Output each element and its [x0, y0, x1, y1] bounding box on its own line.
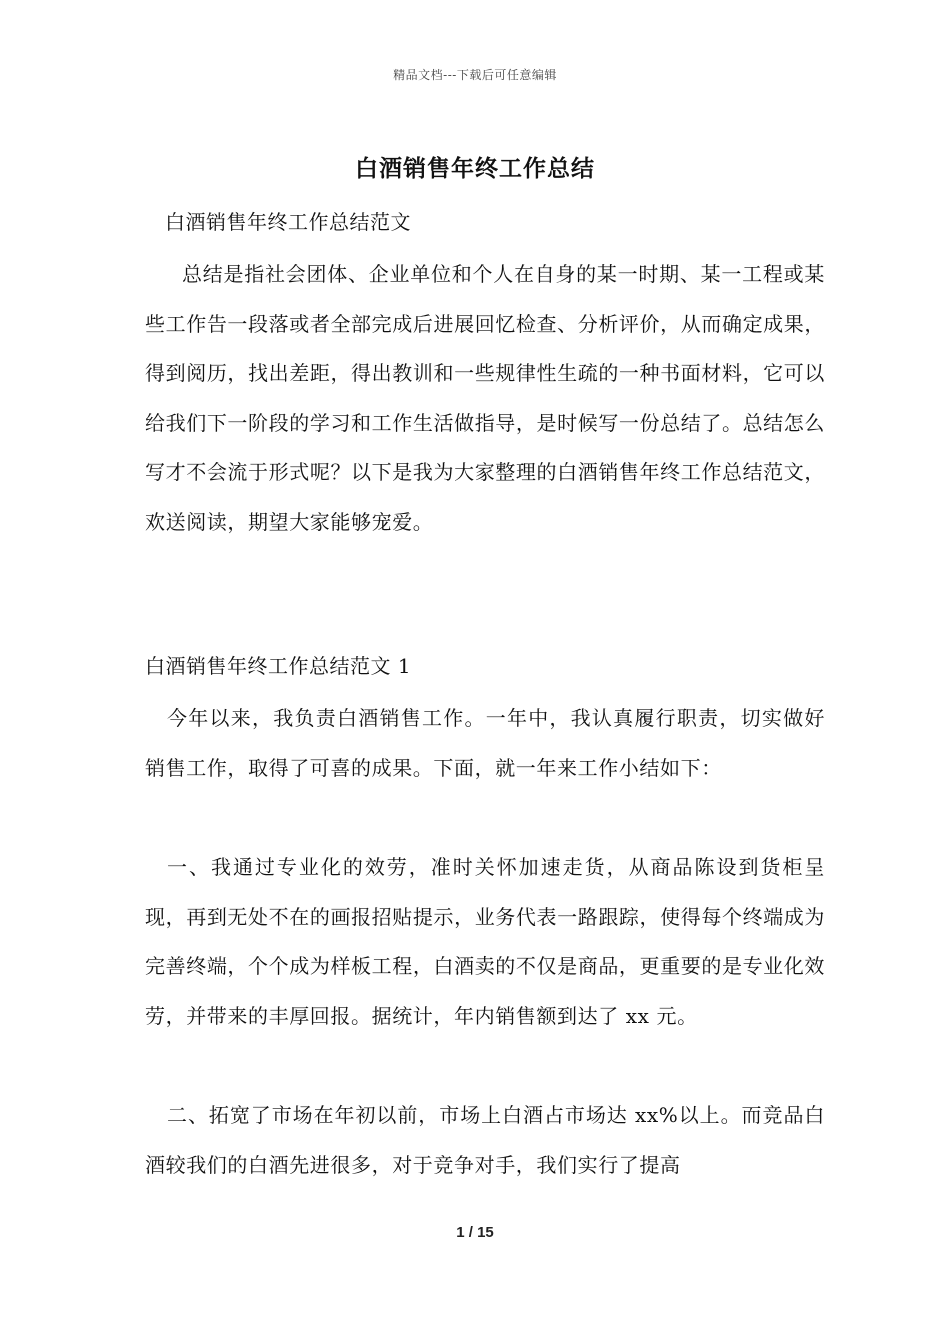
body-paragraph: 一、我通过专业化的效劳，准时关怀加速走货，从商品陈设到货柜呈现，再到无处不在的画报招贴提示，业务代表一路跟踪，使得每个终端成为完善终端，个个成为样板工程，白酒卖的不仅是商品，更重要的是专业化效劳，并带来的丰厚回报。据统计，年内销售额到达了 xx 元。: [145, 855, 825, 1028]
body-paragraph: 二、拓宽了市场在年初以前，市场上白酒占市场达 xx%以上。而竞品白酒较我们的白酒先进很多，对于竞争对手，我们实行了提高: [145, 1103, 825, 1177]
intro-paragraph: 总结是指社会团体、企业单位和个人在自身的某一时期、某一工程或某些工作告一段落或者全部完成后进展回忆检查、分析评价，从而确定成果，得到阅历，找出差距，得出教训和一些规律性生疏的一种书面材料，它可以给我们下一阶段的学习和工作生活做指导，是时候写一份总结了。总结怎么写才不会流于形式呢？以下是我为大家整理的白酒销售年终工作总结范文，欢送阅读，期望大家能够宠爱。: [145, 262, 825, 534]
header-note: 精品文档---下载后可任意编辑: [393, 68, 557, 82]
document-subtitle: 白酒销售年终工作总结范文: [165, 210, 411, 234]
body-paragraph: 今年以来，我负责白酒销售工作。一年中，我认真履行职责，切实做好销售工作，取得了可喜的成果。下面，就一年来工作小结如下：: [145, 706, 825, 780]
page-number: 1 / 15: [456, 1224, 494, 1241]
section-heading: 白酒销售年终工作总结范文 1: [145, 654, 412, 678]
document-title: 白酒销售年终工作总结: [355, 155, 595, 182]
